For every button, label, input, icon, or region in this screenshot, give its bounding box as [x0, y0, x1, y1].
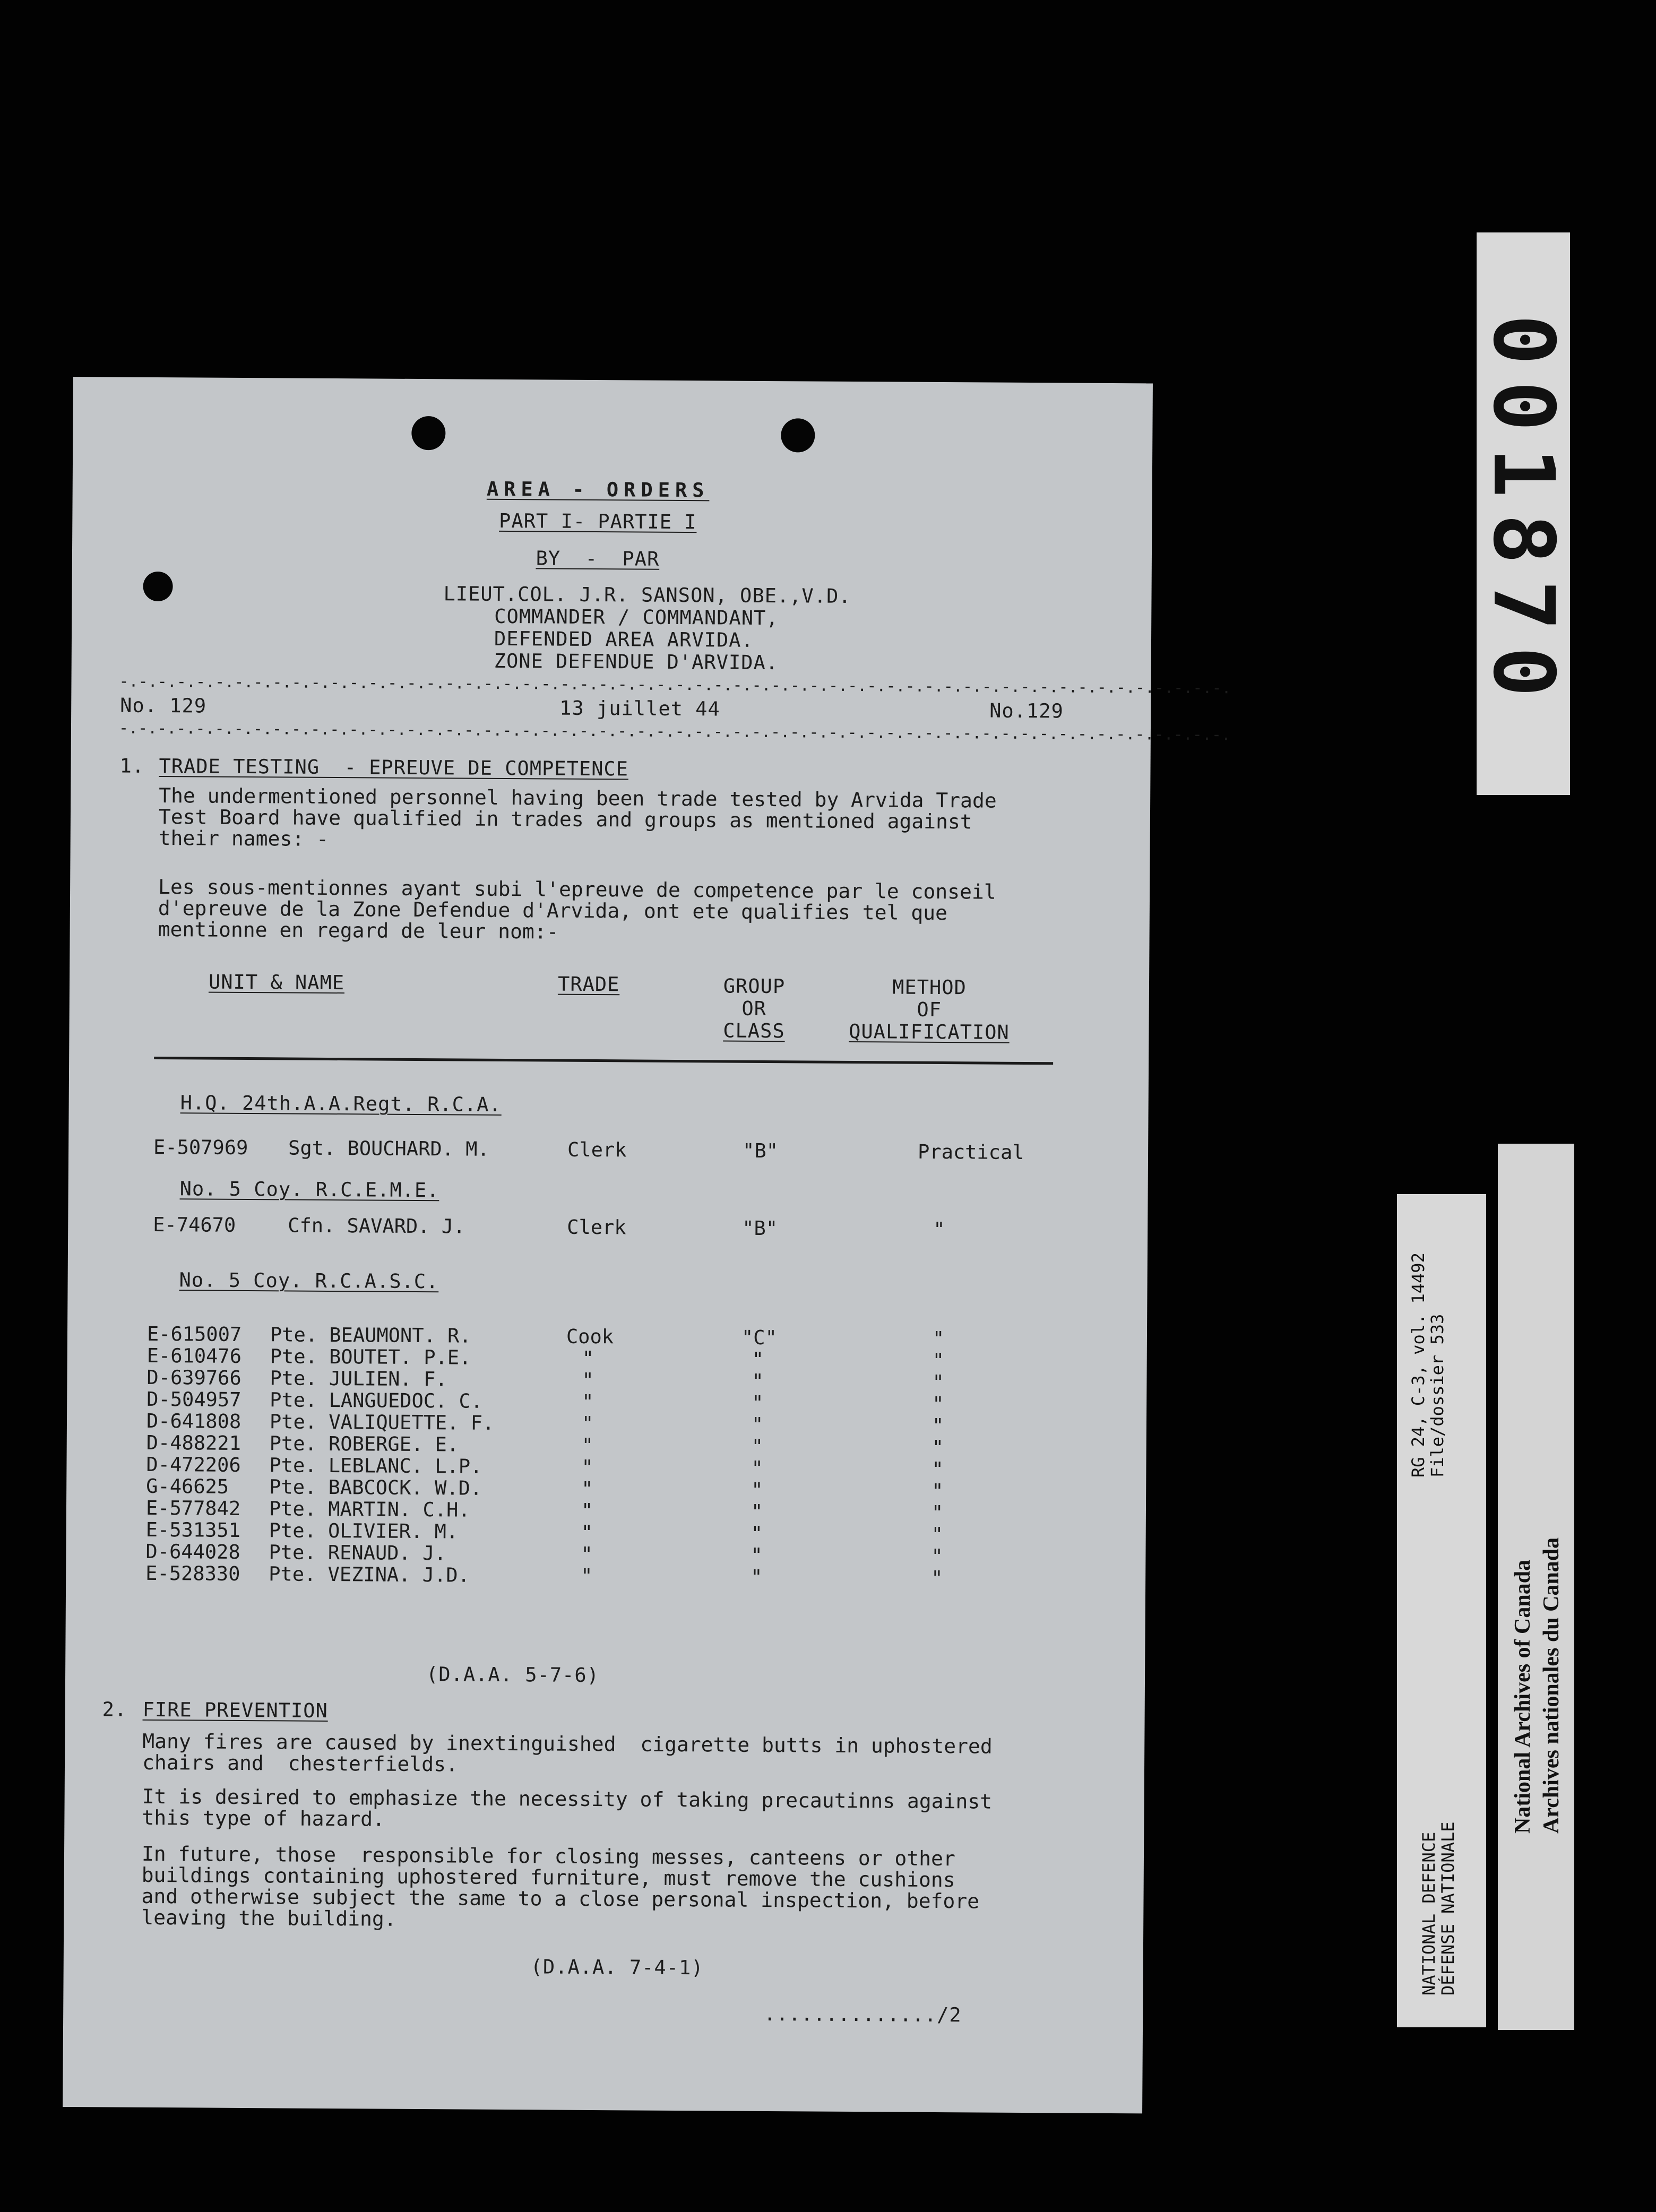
archive-label-strip [1498, 1144, 1574, 2030]
trade-value: Clerk [567, 1138, 627, 1162]
method-value: " [931, 1566, 943, 1590]
service-number: G-46625 [146, 1474, 229, 1498]
order-date: 13 juillet 44 [559, 696, 720, 721]
column-header-group: OR [741, 997, 767, 1020]
section-title: FIRE PREVENTION [142, 1698, 328, 1722]
personnel-name: Pte. LANGUEDOC. C. [270, 1388, 483, 1413]
service-number: D-641808 [146, 1409, 242, 1433]
group-value: " [751, 1478, 763, 1501]
commander-role: COMMANDER / COMMANDANT, [494, 604, 779, 630]
method-value: " [932, 1436, 944, 1459]
method-value: " [931, 1523, 944, 1546]
personnel-name: Pte. MARTIN. C.H. [269, 1497, 470, 1522]
column-header-group: GROUP [723, 974, 786, 998]
record-group-reference: RG 24, C-3, vol. 14492 [1408, 1252, 1428, 1477]
trade-value: " [581, 1455, 593, 1479]
group-value: " [751, 1565, 763, 1588]
group-value: " [752, 1391, 764, 1414]
trade-value: " [581, 1412, 594, 1436]
service-number: E-610476 [146, 1344, 242, 1368]
table-header-rule [154, 1057, 1053, 1065]
archive-name-en: National Archives of Canada [1511, 1559, 1535, 1834]
service-number: E-528330 [145, 1561, 240, 1585]
paragraph-en: The undermentioned personnel having been trade tested by Arvida Trade Test Board have qualified in trades and groups as mentioned against their names: - [158, 783, 997, 851]
group-value: "B" [742, 1139, 779, 1163]
section-title: TRADE TESTING - EPREUVE DE COMPETENCE [159, 755, 629, 781]
section-number: 1. [119, 754, 145, 777]
order-number-right: No.129 [989, 699, 1064, 723]
group-value: "B" [742, 1216, 778, 1240]
column-header-trade: TRADE [557, 972, 620, 996]
area-name-en: DEFENDED AREA ARVIDA. [494, 627, 754, 652]
method-value: " [932, 1457, 944, 1481]
paragraph: In future, those responsible for closing messes, canteens or other buildings containing uphostered furniture, must remove the cushions and otherwise subject the same to a close personal inspection, before leaving the building. [141, 1842, 980, 1931]
trade-value: Cook [566, 1325, 614, 1349]
personnel-name: Pte. ROBERGE. E. [269, 1432, 459, 1456]
method-value: " [932, 1414, 944, 1438]
part-heading: PART I- PARTIE I [499, 509, 697, 534]
frame-number-strip [1474, 232, 1572, 795]
personnel-name: Pte. JULIEN. F. [270, 1367, 447, 1391]
table-row [153, 1214, 1055, 1241]
by-heading: BY - PAR [536, 547, 660, 571]
page-title: AREA - ORDERS [486, 477, 710, 502]
method-value: " [932, 1392, 944, 1416]
group-value: " [751, 1500, 763, 1523]
archive-name-fr: Archives nationales du Canada [1539, 1537, 1564, 1834]
personnel-name: Pte. BOUTET. P.E. [270, 1345, 471, 1369]
personnel-name: Pte. LEBLANC. L.P. [269, 1454, 482, 1478]
method-value: " [933, 1217, 945, 1241]
separator-line: -.-.-.-.-.-.-.-.-.-.-.-.-.-.-.-.-.-.-.-.-.-.-.-.-.-.-.-.-.-.-.-.-.-.-.-.-.-.-.-.-.-.-.-.-.-.-.-.-.-.-.-.-.-.-.-.-.-. [118, 719, 1231, 745]
service-number: E-507969 [153, 1135, 248, 1160]
group-value: " [751, 1435, 764, 1458]
unit-heading: No. 5 Coy. R.C.A.S.C. [179, 1268, 439, 1293]
reference-strip [1397, 1194, 1486, 2027]
personnel-list [145, 1322, 1055, 1590]
group-value: " [751, 1543, 763, 1567]
service-number: D-472206 [146, 1453, 241, 1476]
personnel-name: Cfn. SAVARD. J. [288, 1214, 465, 1238]
group-value: "C" [741, 1326, 777, 1350]
method-value: " [932, 1327, 945, 1351]
department-name-en: NATIONAL DEFENCE [1419, 1831, 1439, 1995]
punch-hole [781, 418, 815, 452]
personnel-name: Pte. RENAUD. J. [269, 1541, 446, 1565]
continuation-marker: ............../2 [764, 2002, 962, 2027]
frame-number: 001870 [1474, 314, 1572, 713]
group-value: " [752, 1347, 764, 1371]
method-value: Practical [917, 1140, 1024, 1164]
trade-value: Clerk [567, 1215, 626, 1239]
method-value: " [932, 1370, 944, 1394]
paragraph-fr: Les sous-mentionnes ayant subi l'epreuve de competence par le conseil d'epreuve de la Zone Defendue d'Arvida, ont ete qualifies tel que mentionne en regard de leur nom:- [158, 875, 996, 944]
trade-value: " [582, 1368, 594, 1392]
column-header-unit: UNIT & NAME [208, 970, 345, 995]
method-value: " [932, 1349, 945, 1372]
group-value: " [751, 1413, 764, 1436]
personnel-name: Pte. VALIQUETTE. F. [269, 1410, 495, 1435]
method-value: " [931, 1544, 943, 1568]
trade-value: " [582, 1346, 594, 1370]
separator-line: -.-.-.-.-.-.-.-.-.-.-.-.-.-.-.-.-.-.-.-.-.-.-.-.-.-.-.-.-.-.-.-.-.-.-.-.-.-.-.-.-.-.-.-.-.-.-.-.-.-.-.-.-.-.-.-.-.-. [119, 672, 1231, 698]
column-header-method: METHOD [892, 975, 967, 999]
table-row [153, 1136, 1056, 1163]
service-number: D-504957 [146, 1387, 242, 1411]
trade-value: " [581, 1433, 594, 1457]
paragraph: It is desired to emphasize the necessity of taking precautinns against this type of hazard. [142, 1784, 993, 1831]
section-number: 2. [102, 1698, 127, 1721]
service-number: D-639766 [146, 1366, 242, 1389]
column-header-group: CLASS [723, 1019, 785, 1043]
trade-value: " [581, 1542, 593, 1566]
service-number: D-644028 [145, 1540, 240, 1563]
method-value: " [932, 1479, 944, 1503]
punch-hole [411, 416, 445, 450]
paragraph: Many fires are caused by inextinguished cigarette butts in uphostered chairs and chesterfields. [142, 1729, 993, 1776]
personnel-name: Pte. BABCOCK. W.D. [269, 1475, 482, 1500]
trade-value: " [581, 1477, 593, 1501]
file-reference: (D.A.A. 7-4-1) [530, 1955, 704, 1980]
personnel-name: Pte. BEAUMONT. R. [270, 1323, 471, 1347]
personnel-name: Pte. OLIVIER. M. [269, 1519, 459, 1543]
group-value: " [751, 1522, 763, 1545]
file-reference: (D.A.A. 5-7-6) [426, 1663, 600, 1687]
column-header-method: OF [917, 998, 942, 1022]
unit-heading: H.Q. 24th.A.A.Regt. R.C.A. [180, 1091, 502, 1116]
department-name-fr: DÉFENSE NATIONALE [1438, 1821, 1458, 1995]
service-number: D-488221 [146, 1431, 242, 1455]
group-value: " [751, 1456, 763, 1480]
file-dossier-reference: File/dossier 533 [1427, 1314, 1447, 1477]
trade-value: " [581, 1499, 593, 1523]
personnel-name: Pte. VEZINA. J.D. [269, 1562, 470, 1587]
service-number: E-74670 [153, 1213, 236, 1237]
service-number: E-531351 [145, 1518, 241, 1542]
area-name-fr: ZONE DEFENDUE D'ARVIDA. [494, 649, 779, 675]
trade-value: " [582, 1390, 594, 1414]
method-value: " [931, 1501, 944, 1525]
service-number: E-577842 [145, 1496, 241, 1520]
column-header-method: QUALIFICATION [849, 1019, 1010, 1044]
punch-hole [143, 572, 172, 601]
personnel-name: Sgt. BOUCHARD. M. [288, 1136, 489, 1161]
order-number-left: No. 129 [120, 694, 207, 718]
document-sheet [63, 377, 1231, 2113]
unit-heading: No. 5 Coy. R.C.E.M.E. [179, 1177, 439, 1202]
service-number: E-615007 [146, 1322, 242, 1346]
group-value: " [752, 1369, 764, 1393]
commander-name: LIEUT.COL. J.R. SANSON, OBE.,V.D. [443, 582, 851, 608]
trade-value: " [581, 1564, 593, 1588]
trade-value: " [581, 1520, 593, 1544]
